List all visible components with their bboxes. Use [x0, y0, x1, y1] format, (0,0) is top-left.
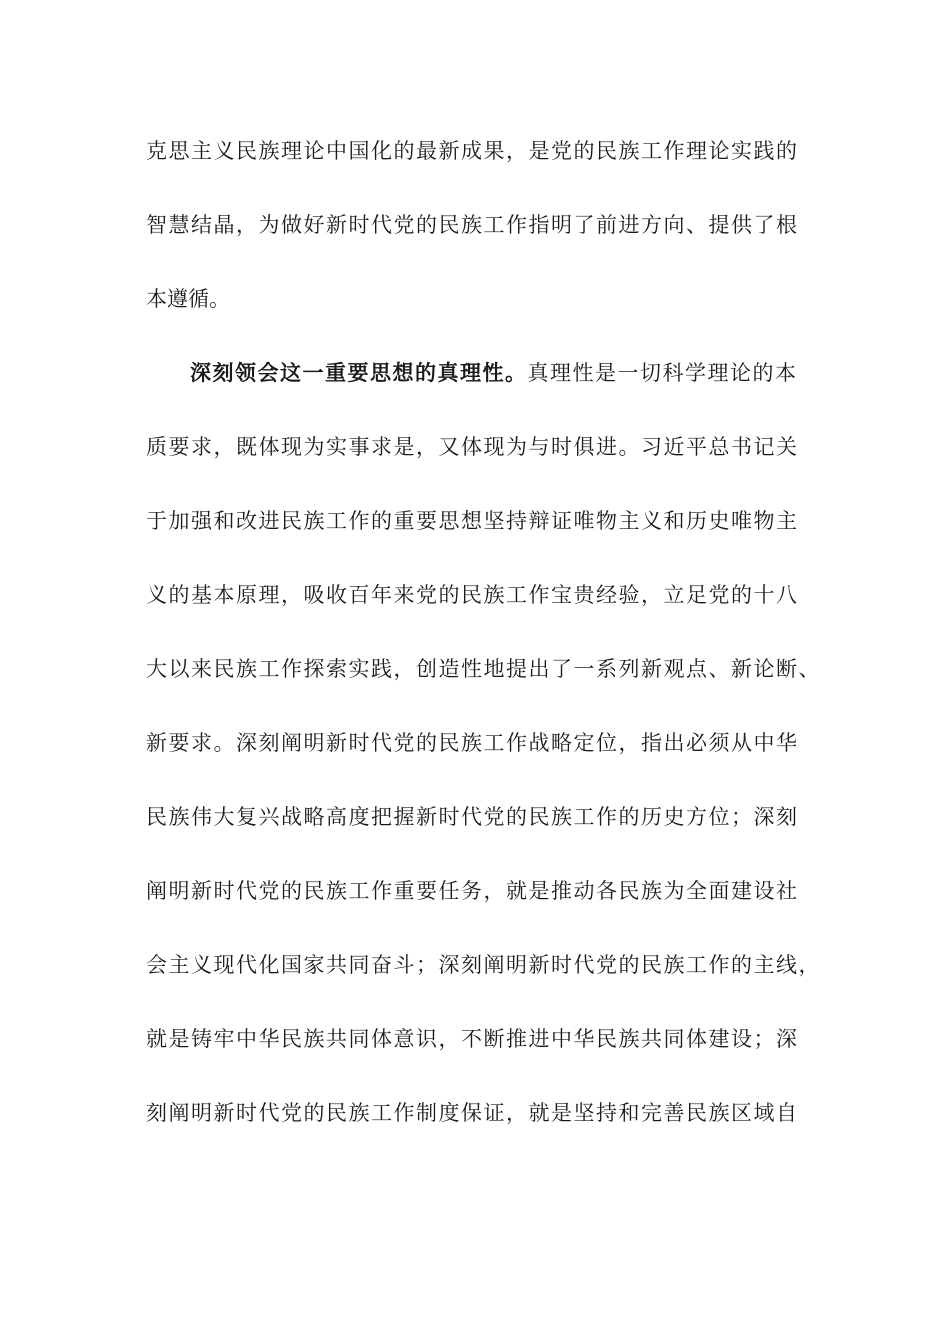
text-line: 会主义现代化国家共同奋斗；深刻阐明新时代党的民族工作的主线，	[146, 953, 821, 977]
document-body	[146, 128, 821, 1164]
text-line: 本遵循。	[146, 287, 230, 311]
text-line: 于加强和改进民族工作的重要思想坚持辩证唯物主义和历史唯物主	[146, 509, 799, 533]
text-line: 质要求，既体现为实事求是，又体现为与时俱进。习近平总书记关	[146, 435, 799, 459]
text-line: 刻阐明新时代党的民族工作制度保证，就是坚持和完善民族区域自	[146, 1101, 799, 1125]
paragraph-2	[146, 350, 821, 1164]
bold-heading-phrase: 深刻领会这一重要思想的真理性。	[190, 360, 528, 385]
text-line: 大以来民族工作探索实践，创造性地提出了一系列新观点、新论断、	[146, 657, 821, 681]
text-line: 克思主义民族理论中国化的最新成果，是党的民族工作理论实践的	[146, 139, 799, 163]
lead-text: 真理性是一切科学理论的本	[527, 361, 798, 385]
text-line: 民族伟大复兴战略高度把握新时代党的民族工作的历史方位；深刻	[146, 805, 799, 829]
text-line: 就是铸牢中华民族共同体意识，不断推进中华民族共同体建设；深	[146, 1027, 799, 1051]
text-line: 新要求。深刻阐明新时代党的民族工作战略定位，指出必须从中华	[146, 731, 799, 755]
text-line: 阐明新时代党的民族工作重要任务，就是推动各民族为全面建设社	[146, 879, 799, 903]
text-line: 义的基本原理，吸收百年来党的民族工作宝贵经验，立足党的十八	[146, 583, 799, 607]
paragraph-1	[146, 128, 806, 350]
text-line-lead	[146, 350, 806, 424]
text-line: 智慧结晶，为做好新时代党的民族工作指明了前进方向、提供了根	[146, 213, 799, 237]
